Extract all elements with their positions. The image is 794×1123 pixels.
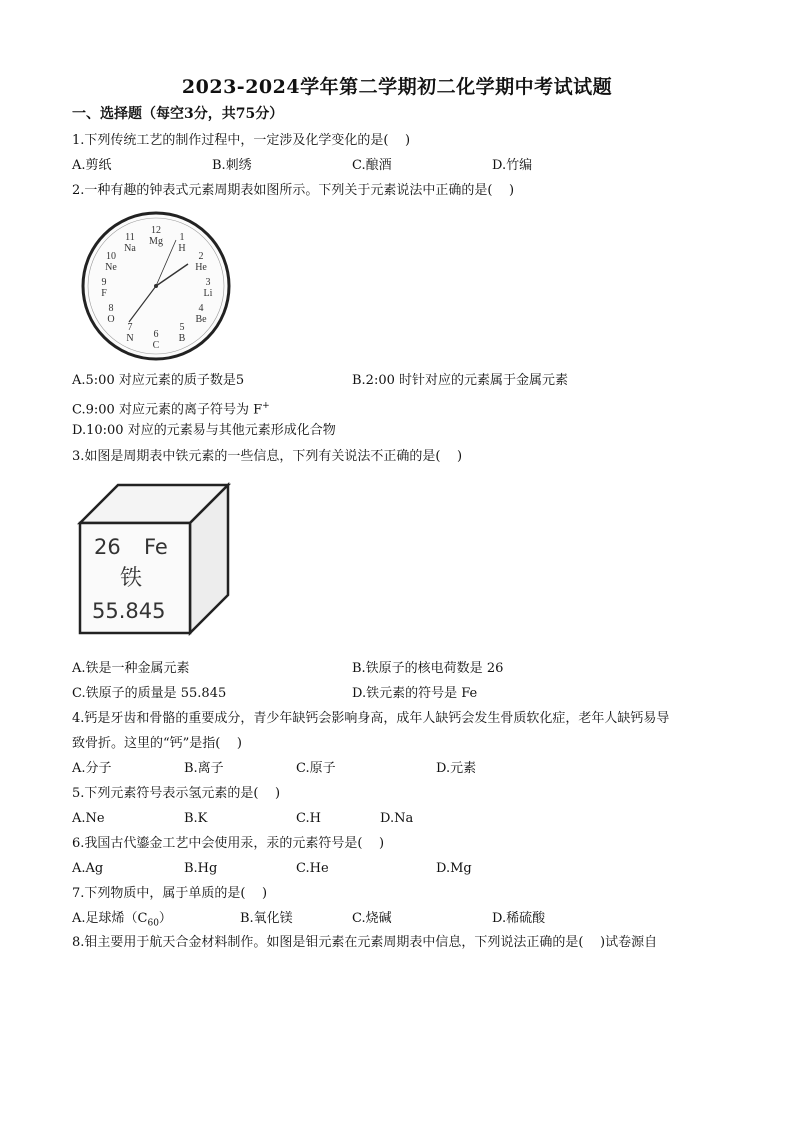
q1-option-c: C.酿酒 <box>352 158 392 173</box>
q3-stem: 3.如图是周期表中铁元素的一些信息，下列有关说法不正确的是( ) <box>72 449 463 464</box>
clock-label-number: 1 <box>179 231 185 243</box>
clock-label-number: 5 <box>179 322 185 334</box>
clock-label-symbol: F <box>101 288 107 299</box>
clock-periodic-table-figure <box>80 208 232 364</box>
clock-label-symbol: Ne <box>105 262 117 273</box>
clock-label-symbol: H <box>178 242 186 254</box>
q7-option-a <box>72 911 172 932</box>
clock-label-f <box>101 277 107 299</box>
q1-option-d: D.竹编 <box>492 158 533 173</box>
q1-option-a: A.剪纸 <box>72 158 112 173</box>
card-symbol: Fe <box>144 535 168 559</box>
q6-option-a: A.Ag <box>72 861 104 876</box>
q6-stem: 6.我国古代鎏金工艺中会使用汞，汞的元素符号是( ) <box>72 836 385 851</box>
q1-stem: 1.下列传统工艺的制作过程中，一定涉及化学变化的是( ) <box>72 133 411 148</box>
q4-option-d: D.元素 <box>436 761 477 776</box>
q4-option-c: C.原子 <box>296 761 336 776</box>
clock-label-number: 10 <box>105 251 116 262</box>
q2-option-c <box>72 398 270 418</box>
q2-option-c-text: C.9:00 对应元素的离子符号为 F <box>72 402 263 418</box>
q2-stem: 2.一种有趣的钟表式元素周期表如图所示。下列关于元素说法中正确的是( ) <box>72 183 515 198</box>
clock-label-ne <box>105 251 117 273</box>
q2-option-c-charge: + <box>262 401 270 411</box>
clock-label-symbol: N <box>126 333 134 345</box>
q3-option-c: C.铁原子的质量是 55.845 <box>72 686 227 701</box>
q4-stem-line1: 4.钙是牙齿和骨骼的重要成分，青少年缺钙会影响身高，成年人缺钙会发生骨质软化症，老年人缺钙易导 <box>72 711 670 726</box>
clock-label-number: 9 <box>101 277 107 288</box>
clock-label-mg <box>149 225 163 247</box>
q2-option-a: A.5:00 对应元素的质子数是5 <box>72 373 245 388</box>
q7-option-a-subscript: 60 <box>147 918 159 929</box>
iron-element-card-figure <box>72 477 232 639</box>
clock-label-number: 8 <box>108 303 114 314</box>
q8-stem: 8.钼主要用于航天合金材料制作。如图是钼元素在元素周期表中信息，下列说法正确的是( )试卷源自 <box>72 935 658 950</box>
q2-option-b: B.2:00 时针对应的元素属于金属元素 <box>352 373 569 388</box>
clock-label-na <box>124 232 136 254</box>
q7-option-d: D.稀硫酸 <box>492 911 546 926</box>
clock-label-symbol: Na <box>124 242 136 254</box>
q2-option-d: D.10:00 对应的元素易与其他元素形成化合物 <box>72 423 336 438</box>
clock-label-symbol: Be <box>195 314 207 325</box>
q4-option-a: A.分子 <box>72 761 112 776</box>
card-atomic-mass: 55.845 <box>92 599 166 623</box>
clock-label-number: 7 <box>127 322 133 334</box>
clock-label-number: 2 <box>198 251 204 262</box>
card-atomic-number: 26 <box>94 535 121 559</box>
clock-label-symbol: Mg <box>149 236 163 247</box>
clock-label-number: 12 <box>151 225 161 236</box>
q5-option-b: B.K <box>184 811 208 826</box>
clock-label-symbol: C <box>152 340 160 351</box>
clock-label-symbol: B <box>178 333 186 345</box>
q7-stem: 7.下列物质中，属于单质的是( ) <box>72 886 268 901</box>
q7-option-c: C.烧碱 <box>352 911 392 926</box>
section-heading: 一、选择题（每空3分，共75分） <box>72 106 284 122</box>
q5-option-d: D.Na <box>380 811 414 826</box>
clock-label-number: 3 <box>205 277 211 288</box>
clock-label-symbol: Li <box>203 288 213 299</box>
q7-option-a-close: ） <box>158 911 172 926</box>
q6-option-c: C.He <box>296 861 329 876</box>
clock-label-number: 11 <box>125 231 135 243</box>
q5-option-a: A.Ne <box>72 811 105 826</box>
clock-label-number: 4 <box>198 303 204 314</box>
clock-label-number: 6 <box>153 329 159 340</box>
q6-option-d: D.Mg <box>436 861 472 876</box>
q7-option-b: B.氧化镁 <box>240 911 293 926</box>
q7-option-a-text: A.足球烯（C <box>72 911 148 926</box>
q1-option-b: B.刺绣 <box>212 158 252 173</box>
page-title: 2023-2024学年第二学期初二化学期中考试试题 <box>181 76 613 98</box>
clock-label-symbol: He <box>195 262 207 273</box>
card-name: 铁 <box>120 566 143 591</box>
q3-option-d: D.铁元素的符号是 Fe <box>352 686 478 701</box>
clock-label-symbol: O <box>107 314 115 325</box>
q3-option-b: B.铁原子的核电荷数是 26 <box>352 661 504 676</box>
q5-stem: 5.下列元素符号表示氢元素的是( ) <box>72 786 281 801</box>
q4-stem-line2: 致骨折。这里的“钙”是指( ) <box>72 736 242 751</box>
q6-option-b: B.Hg <box>184 861 218 876</box>
q3-option-a: A.铁是一种金属元素 <box>72 661 190 676</box>
q5-option-c: C.H <box>296 811 321 826</box>
q4-option-b: B.离子 <box>184 761 224 776</box>
